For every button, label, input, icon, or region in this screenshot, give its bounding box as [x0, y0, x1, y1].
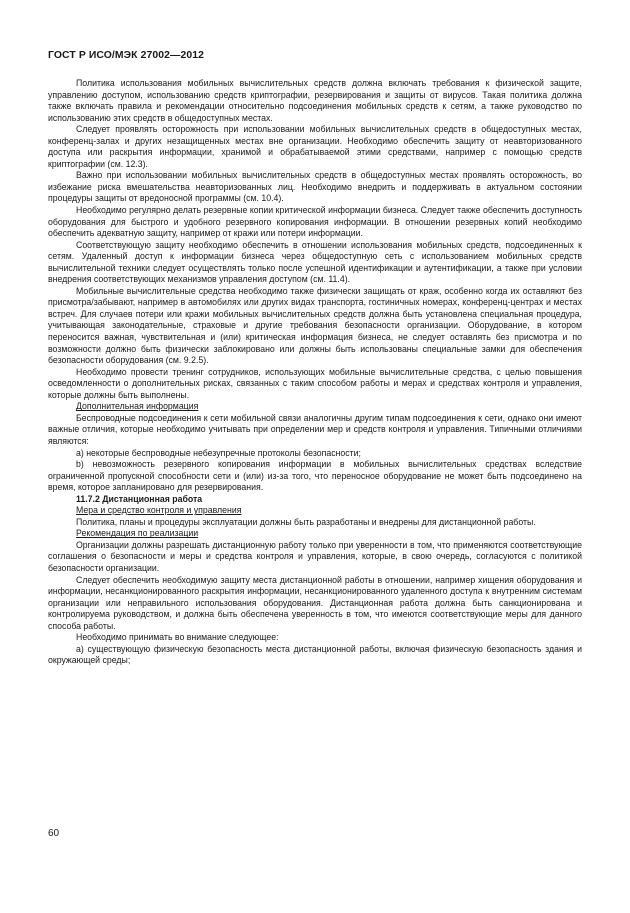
- paragraph: Беспроводные подсоединения к сети мобильной связи аналогичны другим типам подсоединения к сети, однако они имеют важные отличия, которые необходимо учитывать при определении мер и средств контроля и управления. Типичными отличиями являются:: [48, 412, 582, 446]
- paragraph: Важно при использовании мобильных вычислительных средств в общедоступных местах проявлять осторожность, во избежание риска вмешательства неавторизованных лиц. Необходимо внедрить и поддерживать в актуальном состоянии процедуры защиты от вредоносной программы (см. 10.4).: [48, 170, 582, 204]
- paragraph: Политика использования мобильных вычислительных средств должна включать требования к физической защите, управлению доступом, использованию средств криптографии, резервирования и защиты от вирусов. Такая политика должна также включать правила и рекомендации относительно подсоединения мобильных средств к сетям, а также руководство по использованию этих средств в общедоступных местах.: [48, 78, 582, 123]
- paragraph: Мобильные вычислительные средства необходимо также физически защищать от краж, особенно когда их оставляют без присмотра/забывают, например в автомобилях или других видах транспорта, гостиничных номерах, конференц-центрах и местах встреч. Для случаев потери или кражи мобильных вычислительных средств должна быть установлена специальная процедура, учитывающая законодательные, страховые и другие требования безопасности организации. Оборудование, в котором переносится важная, чувствительная и (или) критическая информация бизнеса, не следует оставлять без присмотра и по возможности должно быть физически заблокировано или должны быть использованы специальные замки для обеспечения безопасности оборудования (см. 9.2.5).: [48, 285, 582, 366]
- section-heading: 11.7.2 Дистанционная работа: [76, 493, 203, 504]
- paragraph: Необходимо принимать во внимание следующее:: [76, 632, 279, 643]
- paragraph: Соответствующую защиту необходимо обеспечить в отношении использования мобильных средств, подсоединенных к сетям. Удаленный доступ к информации бизнеса через общедоступную сеть с использованием мобильных средств вычислительной техники следует осуществлять только после успешной идентификации и аутентификации, а также при условии внедрения соответствующих механизмов управления доступом (см. 11.4).: [48, 239, 582, 285]
- page-number: 60: [48, 828, 60, 839]
- document-header: ГОСТ Р ИСО/МЭК 27002—2012: [48, 50, 204, 61]
- paragraph: Следует обеспечить необходимую защиту места дистанционной работы в отношении, например хищения оборудования и информации, несанкционированного раскрытия информации, несанкционированного удаленного доступа к внутренним системам организации или неправильного использования оборудования. Дистанционная работа должна быть санкционирована и контролируема руководством, и должна быть обеспечена уверенность в том, что имеются соответствующие меры для данного способа работы.: [48, 574, 582, 631]
- paragraph: Политика, планы и процедуры эксплуатации должны быть разработаны и внедрены для дистанционной работы.: [76, 516, 536, 527]
- paragraph: Организации должны разрешать дистанционную работу только при уверенности в том, что применяются соответствующие соглашения о безопасности и меры и средства контроля и управления, которые, в свою очередь, согласуются с политикой безопасности организации.: [48, 539, 582, 573]
- paragraph: a) некоторые беспроводные небезупречные протоколы безопасности;: [76, 447, 361, 458]
- subsection-label-text: Мера и средство контроля и управления: [76, 505, 242, 516]
- subsection-label: [48, 505, 582, 517]
- paragraph: a) существующую физическую безопасность места дистанционной работы, включая физическую безопасность здания и окружающей среды;: [48, 643, 582, 666]
- paragraph: Необходимо регулярно делать резервные копии критической информации бизнеса. Следует также обеспечить доступность оборудования для быстрого и удобного резервного копирования информации. В отношении резервных копий необходимо обеспечить адекватную защиту, например от кражи или потери информации.: [48, 205, 582, 239]
- document-body: [48, 78, 582, 667]
- paragraph: Следует проявлять осторожность при использовании мобильных вычислительных средств в общедоступных местах, конференц-залах и других незащищенных местах вне организации. Необходимо обеспечить защиту от неавторизованного доступа или раскрытия информации, хранимой и обрабатываемой этими средствами, например с помощью средств криптографии (см. 12.3).: [48, 124, 582, 169]
- subsection-label: [48, 401, 582, 413]
- paragraph: Необходимо провести тренинг сотрудников, использующих мобильные вычислительные средства, с целью повышения осведомленности о дополнительных рисках, связанных с таким способом работы и мерах и средствах контроля и управления, которые должны быть выполнены.: [48, 366, 582, 400]
- subsection-label-text: Дополнительная информация: [76, 401, 199, 412]
- subsection-label-text: Рекомендация по реализации: [76, 528, 199, 539]
- paragraph: b) невозможность резервного копирования информации в мобильных вычислительных средствах вследствие ограниченной пропускной способности сети и (или) из-за того, что переносное оборудование не может быть подсоединено на время, которое запланировано для резервирования.: [48, 459, 582, 493]
- subsection-label: [48, 528, 582, 540]
